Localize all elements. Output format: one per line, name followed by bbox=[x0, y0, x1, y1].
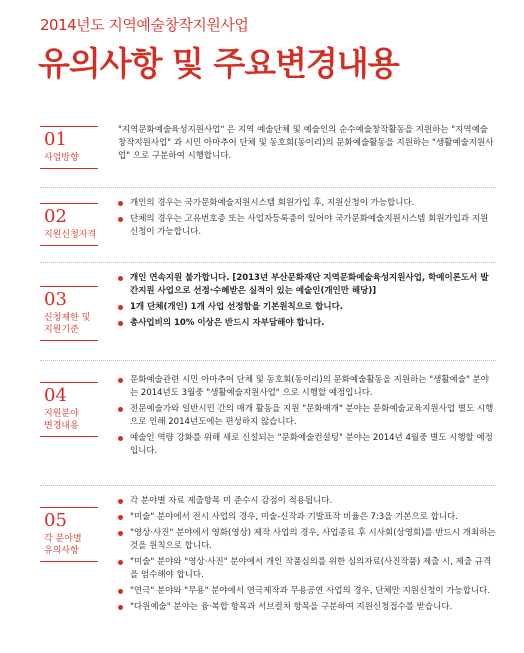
list-item: "연극" 분야와 "무용" 분야에서 연극제작과 무용공연 사업의 경우, 단체만 지원신청이 가능합니다. bbox=[118, 585, 496, 598]
section-04-body bbox=[118, 374, 496, 461]
list-item: 개인의 경우는 국가문화예술지원시스템 회원가입 후, 지원신청이 가능합니다. bbox=[118, 197, 496, 210]
list-item: 단체의 경우는 고유번호증 또는 사업자등록증이 있어야 국가문화예술지원시스템 회원가입과 지원신청이 가능합니다. bbox=[118, 213, 496, 239]
section-label: 각 분야별 bbox=[44, 534, 82, 544]
section-label: 유의사항 bbox=[44, 546, 79, 556]
section-paragraph: "지역문화예술육성지원사업" 은 지역 예술단체 및 예술인의 순수예술창작활동을 지원하는 "지역예술창작지원사업" 과 시민 아마추어 단체 및 동호회(동이리)의 문화예술활동을 지원하는 "생활예술지원사업" 으로 구분하여 시행합니다. bbox=[118, 125, 494, 161]
section-number: 01 bbox=[44, 129, 67, 150]
section-04 bbox=[40, 370, 496, 480]
section-label: 변경내용 bbox=[44, 421, 79, 431]
section-01-body bbox=[118, 124, 496, 163]
list-item: 각 분야별 자료 제출항목 미 준수시 감점이 적용됩니다. bbox=[118, 495, 496, 508]
list-item: 전문예술가와 일반시민 간의 매개 활동을 지원 "문화매개" 분야는 문화예술교육지원사업 별도 시행으로 인해 2014년도에는 편성하지 않습니다. bbox=[118, 403, 496, 429]
section-02-heading bbox=[40, 203, 98, 246]
section-02 bbox=[40, 195, 496, 245]
section-01-heading bbox=[40, 126, 98, 169]
section-label: 지원기준 bbox=[44, 325, 79, 335]
list-item: "미술" 분야와 "영상·사진" 분야에서 개인 작품심의를 위한 심의자료(사진작품) 제출 시, 제출 규격을 엄수해야 합니다. bbox=[118, 556, 496, 582]
divider bbox=[40, 360, 496, 361]
section-label: 지원신청자격 bbox=[44, 230, 97, 240]
subtitle: 2014년도 지역예술창작지원사업 bbox=[40, 16, 249, 34]
divider bbox=[40, 187, 496, 188]
section-label: 지원분야 bbox=[44, 409, 79, 419]
list-item: 예술인 역량 강화를 위해 새로 신설되는 "문화예술컨설팅" 분야는 2014년 4월중 별도 시행할 예정입니다. bbox=[118, 432, 496, 458]
section-03-heading bbox=[40, 286, 98, 341]
list-item: "영상·사진" 분야에서 영화(영상) 제작 사업의 경우, 사업종료 후 시사회(상영회)를 반드시 개최하는 것을 원칙으로 합니다. bbox=[118, 527, 496, 553]
divider bbox=[40, 485, 496, 486]
list-item: 총사업비의 10% 이상은 반드시 자부담해야 합니다. bbox=[118, 317, 496, 330]
section-label: 사업방향 bbox=[44, 153, 79, 163]
list-item: 1개 단체(개인) 1개 사업 선정함을 기본원칙으로 합니다. bbox=[118, 301, 496, 314]
section-number: 05 bbox=[44, 510, 67, 531]
list-item: 개인 연속지원 불가합니다. [2013년 부산문화재단 지역문화예술육성지원사업, 학예이론도서 발간지원 사업으로 선정·수혜받은 실적이 있는 예술인(개인만 해당)] bbox=[118, 272, 496, 298]
section-05-body bbox=[118, 495, 496, 617]
section-03 bbox=[40, 270, 496, 350]
page-title: 유의사항 및 주요변경내용 bbox=[38, 44, 399, 83]
section-02-body bbox=[118, 197, 496, 242]
section-01 bbox=[40, 120, 496, 170]
section-number: 02 bbox=[44, 206, 67, 227]
section-05 bbox=[40, 493, 496, 643]
section-05-heading bbox=[40, 507, 98, 562]
list-item: "미술" 분야에서 전시 사업의 경우, 미술-신작과 기발표작 비율은 7:3을 기본으로 합니다. bbox=[118, 511, 496, 524]
list-item: "다원예술" 분야는 융·복합 항목과 서브컬쳐 항목을 구분하여 지원신청접수를 받습니다. bbox=[118, 601, 496, 614]
section-label: 신청제한 및 bbox=[44, 313, 91, 323]
section-04-heading bbox=[40, 382, 98, 437]
divider bbox=[40, 262, 496, 263]
section-number: 03 bbox=[44, 289, 67, 310]
section-03-body bbox=[118, 272, 496, 333]
section-number: 04 bbox=[44, 385, 67, 406]
list-item: 문화예술관련 시민 아마추어 단체 및 동호회(동이리)의 문화예술활동을 지원하는 "생활예술" 분야는 2014년도 3월중 "생활예술지원사업" 으로 시행할 예정입니다. bbox=[118, 374, 496, 400]
